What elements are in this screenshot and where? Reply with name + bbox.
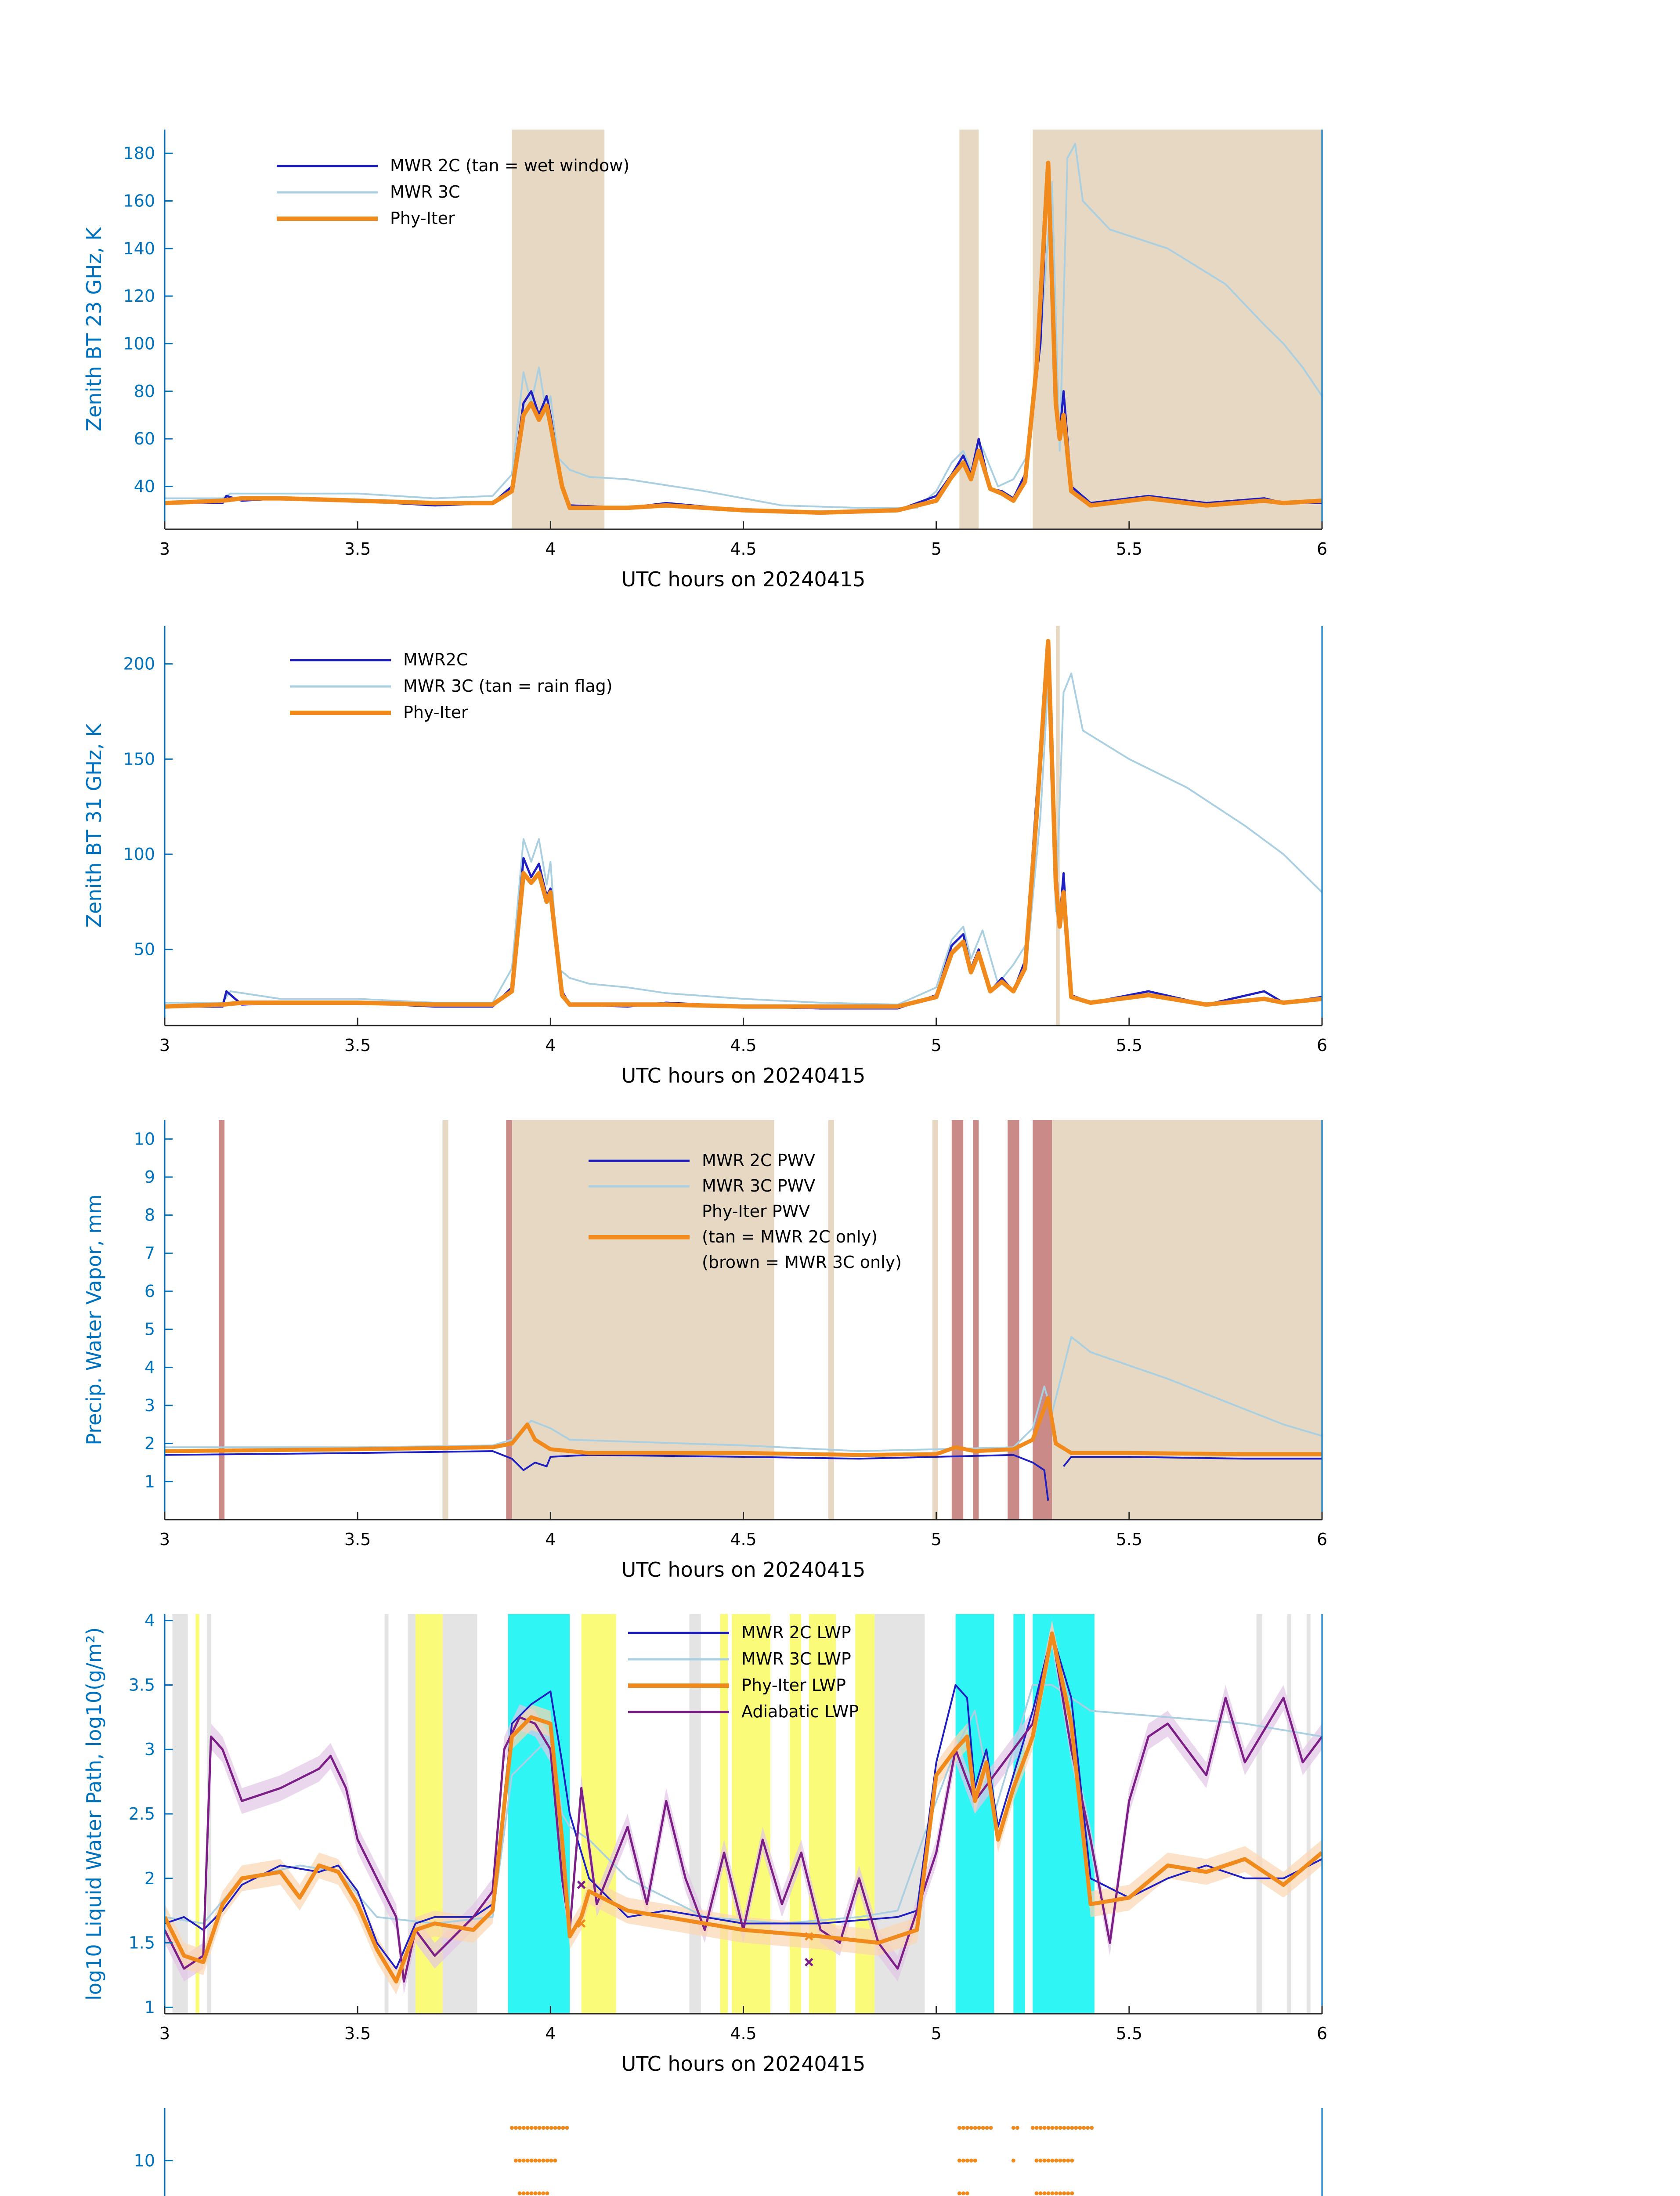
flag-point xyxy=(542,2126,546,2130)
flag-point xyxy=(1066,2126,1070,2130)
y-tick-label: 9 xyxy=(144,1167,155,1187)
flag-point xyxy=(518,2159,522,2163)
flag-point xyxy=(1055,2126,1059,2130)
y-tick-label: 6 xyxy=(144,1282,155,1301)
y-tick-label: 1 xyxy=(144,1472,155,1492)
flag-point xyxy=(969,2126,973,2130)
flag-point xyxy=(518,2191,522,2195)
flag-point xyxy=(1035,2126,1039,2130)
flag-point xyxy=(1035,2159,1039,2163)
band-brown-7 xyxy=(973,1120,979,1520)
flag-point xyxy=(1043,2159,1047,2163)
y-tick-label: 50 xyxy=(134,939,155,959)
y-tick-label: 2 xyxy=(144,1434,155,1453)
band-gray-19 xyxy=(1257,1614,1262,2014)
y-tick-label: 2.5 xyxy=(128,1804,155,1824)
flag-point xyxy=(526,2159,530,2163)
y-tick-label: 180 xyxy=(123,144,155,163)
flag-point xyxy=(561,2126,565,2130)
y-tick-label: 5 xyxy=(144,1319,155,1339)
x-tick-label: 4.5 xyxy=(730,539,757,559)
x-tick-label: 5.5 xyxy=(1116,1530,1143,1549)
x-axis-label: UTC hours on 20240415 xyxy=(621,567,866,591)
flag-point xyxy=(957,2191,961,2195)
flag-point xyxy=(518,2126,522,2130)
flag-point xyxy=(1047,2126,1051,2130)
flag-point xyxy=(1082,2126,1086,2130)
band-gray-21 xyxy=(1307,1614,1311,2014)
flag-point xyxy=(565,2126,569,2130)
flag-point xyxy=(965,2159,969,2163)
x-tick-label: 3.5 xyxy=(344,1036,371,1055)
band-gray-20 xyxy=(1287,1614,1291,2014)
series-phy xyxy=(165,641,1322,1007)
legend-label: Phy-Iter xyxy=(390,209,455,228)
band-brown-0 xyxy=(219,1120,224,1520)
flag-point xyxy=(1066,2159,1070,2163)
band-brown-6 xyxy=(952,1120,963,1520)
flag-point xyxy=(957,2126,961,2130)
flag-point xyxy=(1051,2126,1055,2130)
flag-point xyxy=(1062,2159,1066,2163)
panel-p1 xyxy=(82,130,1327,591)
band-tan-4 xyxy=(828,1120,834,1520)
flag-point xyxy=(1070,2191,1074,2195)
x-tick-label: 5.5 xyxy=(1116,2024,1143,2043)
legend-label: MWR 3C PWV xyxy=(702,1176,816,1196)
x-tick-label: 4 xyxy=(545,1036,556,1055)
series-mwr3c xyxy=(165,673,1322,1004)
band-yellow-13 xyxy=(809,1614,836,2014)
flag-point xyxy=(546,2159,549,2163)
flag-point xyxy=(973,2159,977,2163)
y-axis-label: Zenith BT 23 GHz, K xyxy=(82,227,106,432)
flag-point xyxy=(1054,2191,1058,2195)
flag-point xyxy=(973,2126,977,2130)
legend xyxy=(290,650,613,722)
flag-point xyxy=(1090,2126,1094,2130)
flag-point xyxy=(1050,2159,1054,2163)
y-tick-label: 1 xyxy=(144,1997,155,2017)
y-tick-label: 10 xyxy=(134,2151,155,2171)
flag-point xyxy=(1070,2126,1074,2130)
flag-point xyxy=(1043,2126,1047,2130)
flag-point xyxy=(542,2159,546,2163)
flag-point xyxy=(1031,2126,1035,2130)
y-tick-label: 1.5 xyxy=(128,1933,155,1953)
x-axis-label: UTC hours on 20240415 xyxy=(621,1558,866,1582)
band-yellow-11 xyxy=(732,1614,770,2014)
band-brown-9 xyxy=(1033,1120,1052,1520)
band-tan-1 xyxy=(442,1120,448,1520)
y-tick-label: 140 xyxy=(123,238,155,258)
x-tick-label: 4.5 xyxy=(730,2024,757,2043)
band-gray-9 xyxy=(690,1614,701,2014)
flag-point xyxy=(1039,2159,1043,2163)
y-tick-label: 150 xyxy=(123,749,155,769)
flag-point xyxy=(537,2191,541,2195)
y-axis-label: Precip. Water Vapor, mm xyxy=(82,1194,106,1445)
legend-label: MWR 2C LWP xyxy=(741,1623,851,1642)
y-tick-label: 4 xyxy=(144,1358,155,1377)
flag-point xyxy=(549,2159,553,2163)
x-tick-label: 4 xyxy=(545,539,556,559)
flag-point xyxy=(545,2191,549,2195)
band-brown-2 xyxy=(506,1120,512,1520)
x-tick-label: 4 xyxy=(545,1530,556,1549)
flag-point xyxy=(529,2191,533,2195)
band-brown-8 xyxy=(1008,1120,1019,1520)
y-tick-label: 7 xyxy=(144,1243,155,1263)
x-tick-label: 6 xyxy=(1316,2024,1328,2043)
band-tan-2 xyxy=(1033,130,1322,529)
flag-point xyxy=(965,2126,969,2130)
flag-point xyxy=(1043,2191,1047,2195)
flag-point xyxy=(1058,2159,1062,2163)
band-tan-10 xyxy=(1052,1120,1322,1520)
x-tick-label: 6 xyxy=(1316,1530,1328,1549)
flag-point xyxy=(961,2126,965,2130)
x-tick-label: 5 xyxy=(931,1530,942,1549)
flag-point xyxy=(1070,2159,1074,2163)
y-tick-label: 10 xyxy=(134,1129,155,1149)
flag-point xyxy=(981,2126,985,2130)
flag-point xyxy=(1015,2126,1019,2130)
flag-point xyxy=(526,2126,530,2130)
flag-point xyxy=(1086,2126,1090,2130)
x-tick-label: 3.5 xyxy=(344,539,371,559)
x-tick-label: 4 xyxy=(545,2024,556,2043)
y-tick-label: 100 xyxy=(123,334,155,354)
y-tick-label: 2 xyxy=(144,1868,155,1888)
x-tick-label: 5 xyxy=(931,1036,942,1055)
flag-point xyxy=(514,2126,518,2130)
y-tick-label: 60 xyxy=(134,429,155,449)
flag-point xyxy=(1012,2126,1015,2130)
legend-label: Adiabatic LWP xyxy=(741,1702,859,1721)
x-tick-label: 4.5 xyxy=(730,1036,757,1055)
flag-point xyxy=(1035,2191,1039,2195)
x-tick-label: 6 xyxy=(1316,1036,1328,1055)
x-tick-label: 5.5 xyxy=(1116,1036,1143,1055)
flag-point xyxy=(1066,2191,1070,2195)
flag-point xyxy=(1046,2191,1050,2195)
flag-point xyxy=(1062,2191,1066,2195)
y-tick-label: 3.5 xyxy=(128,1675,155,1695)
flag-point xyxy=(1059,2126,1062,2130)
legend-label: MWR 2C (tan = wet window) xyxy=(390,156,630,175)
legend-label: Phy-Iter PWV xyxy=(702,1202,810,1221)
y-axis-label: log10 Liquid Water Path, log10(g/m²) xyxy=(82,1627,106,2001)
flag-point xyxy=(1054,2159,1058,2163)
x-tick-label: 4.5 xyxy=(730,1530,757,1549)
band-yellow-12 xyxy=(790,1614,801,2014)
flag-point xyxy=(989,2126,993,2130)
flag-point xyxy=(977,2126,981,2130)
flag-point xyxy=(1039,2126,1043,2130)
x-tick-label: 3 xyxy=(159,1530,170,1549)
x-tick-label: 3 xyxy=(159,1036,170,1055)
flag-point xyxy=(549,2126,553,2130)
y-tick-label: 80 xyxy=(134,381,155,401)
x-tick-label: 3 xyxy=(159,2024,170,2043)
flag-point xyxy=(961,2159,965,2163)
legend-label: MWR 3C (tan = rain flag) xyxy=(403,676,613,696)
flag-point xyxy=(1078,2126,1082,2130)
flag-point xyxy=(553,2159,557,2163)
x-axis-label: UTC hours on 20240415 xyxy=(621,2052,866,2076)
legend-label: Phy-Iter LWP xyxy=(741,1676,846,1695)
flag-point xyxy=(522,2159,526,2163)
flag-point xyxy=(510,2126,514,2130)
legend-label: MWR 3C xyxy=(390,182,460,202)
flag-point xyxy=(533,2191,537,2195)
flag-point xyxy=(1050,2191,1054,2195)
flag-point xyxy=(1012,2159,1015,2163)
y-tick-label: 120 xyxy=(123,286,155,306)
flag-point xyxy=(522,2126,526,2130)
flag-point xyxy=(541,2191,545,2195)
flag-point xyxy=(538,2126,542,2130)
flag-point xyxy=(985,2126,989,2130)
panel-p4 xyxy=(82,1611,1327,2076)
y-tick-label: 40 xyxy=(134,477,155,496)
legend-label: Phy-Iter xyxy=(403,703,468,722)
flag-point xyxy=(969,2159,973,2163)
plot-area xyxy=(165,641,1322,1008)
x-axis-label: UTC hours on 20240415 xyxy=(621,1064,866,1087)
band-tan-5 xyxy=(932,1120,938,1520)
flag-point xyxy=(538,2159,542,2163)
panel-p2 xyxy=(82,626,1327,1087)
panel-p5 xyxy=(82,2108,1327,2196)
x-tick-label: 3 xyxy=(159,539,170,559)
legend-label: MWR 2C PWV xyxy=(702,1151,816,1170)
series-mwr2c xyxy=(165,645,1322,1008)
flag-point xyxy=(1058,2191,1062,2195)
y-tick-label: 3 xyxy=(144,1740,155,1759)
flag-point xyxy=(557,2126,561,2130)
y-tick-label: 3 xyxy=(144,1396,155,1415)
y-axis-label: Zenith BT 31 GHz, K xyxy=(82,723,106,928)
x-tick-label: 5 xyxy=(931,539,942,559)
x-tick-label: 3.5 xyxy=(344,1530,371,1549)
flag-point xyxy=(1074,2126,1078,2130)
y-tick-label: 160 xyxy=(123,191,155,211)
flag-point xyxy=(1046,2159,1050,2163)
flag-point xyxy=(522,2191,526,2195)
flag-point xyxy=(534,2126,538,2130)
y-tick-label: 8 xyxy=(144,1205,155,1225)
flag-point xyxy=(546,2126,549,2130)
x-tick-label: 5 xyxy=(931,2024,942,2043)
x-tick-label: 5.5 xyxy=(1116,539,1143,559)
flag-point xyxy=(514,2159,518,2163)
x-tick-label: 3.5 xyxy=(344,2024,371,2043)
band-yellow-8 xyxy=(582,1614,616,2014)
flag-point xyxy=(965,2191,969,2195)
legend-label: MWR 3C LWP xyxy=(741,1649,851,1669)
flag-point xyxy=(553,2126,557,2130)
panel-p3 xyxy=(82,1120,1327,1582)
band-cyan-17 xyxy=(1013,1614,1025,2014)
flag-point xyxy=(534,2159,538,2163)
y-tick-label: 4 xyxy=(144,1611,155,1630)
legend-label: (brown = MWR 3C only) xyxy=(702,1253,902,1272)
legend-label: MWR2C xyxy=(403,650,468,669)
flag-point xyxy=(1039,2191,1043,2195)
x-tick-label: 6 xyxy=(1316,539,1328,559)
y-tick-label: 100 xyxy=(123,845,155,864)
flag-point xyxy=(957,2159,961,2163)
legend-label: (tan = MWR 2C only) xyxy=(702,1227,878,1246)
flag-point xyxy=(530,2159,534,2163)
flag-point xyxy=(526,2191,530,2195)
plot-area xyxy=(163,2126,1321,2196)
flag-point xyxy=(530,2126,534,2130)
y-tick-label: 200 xyxy=(123,654,155,674)
band-yellow-10 xyxy=(720,1614,728,2014)
flag-point xyxy=(1062,2126,1066,2130)
flag-point xyxy=(961,2191,965,2195)
